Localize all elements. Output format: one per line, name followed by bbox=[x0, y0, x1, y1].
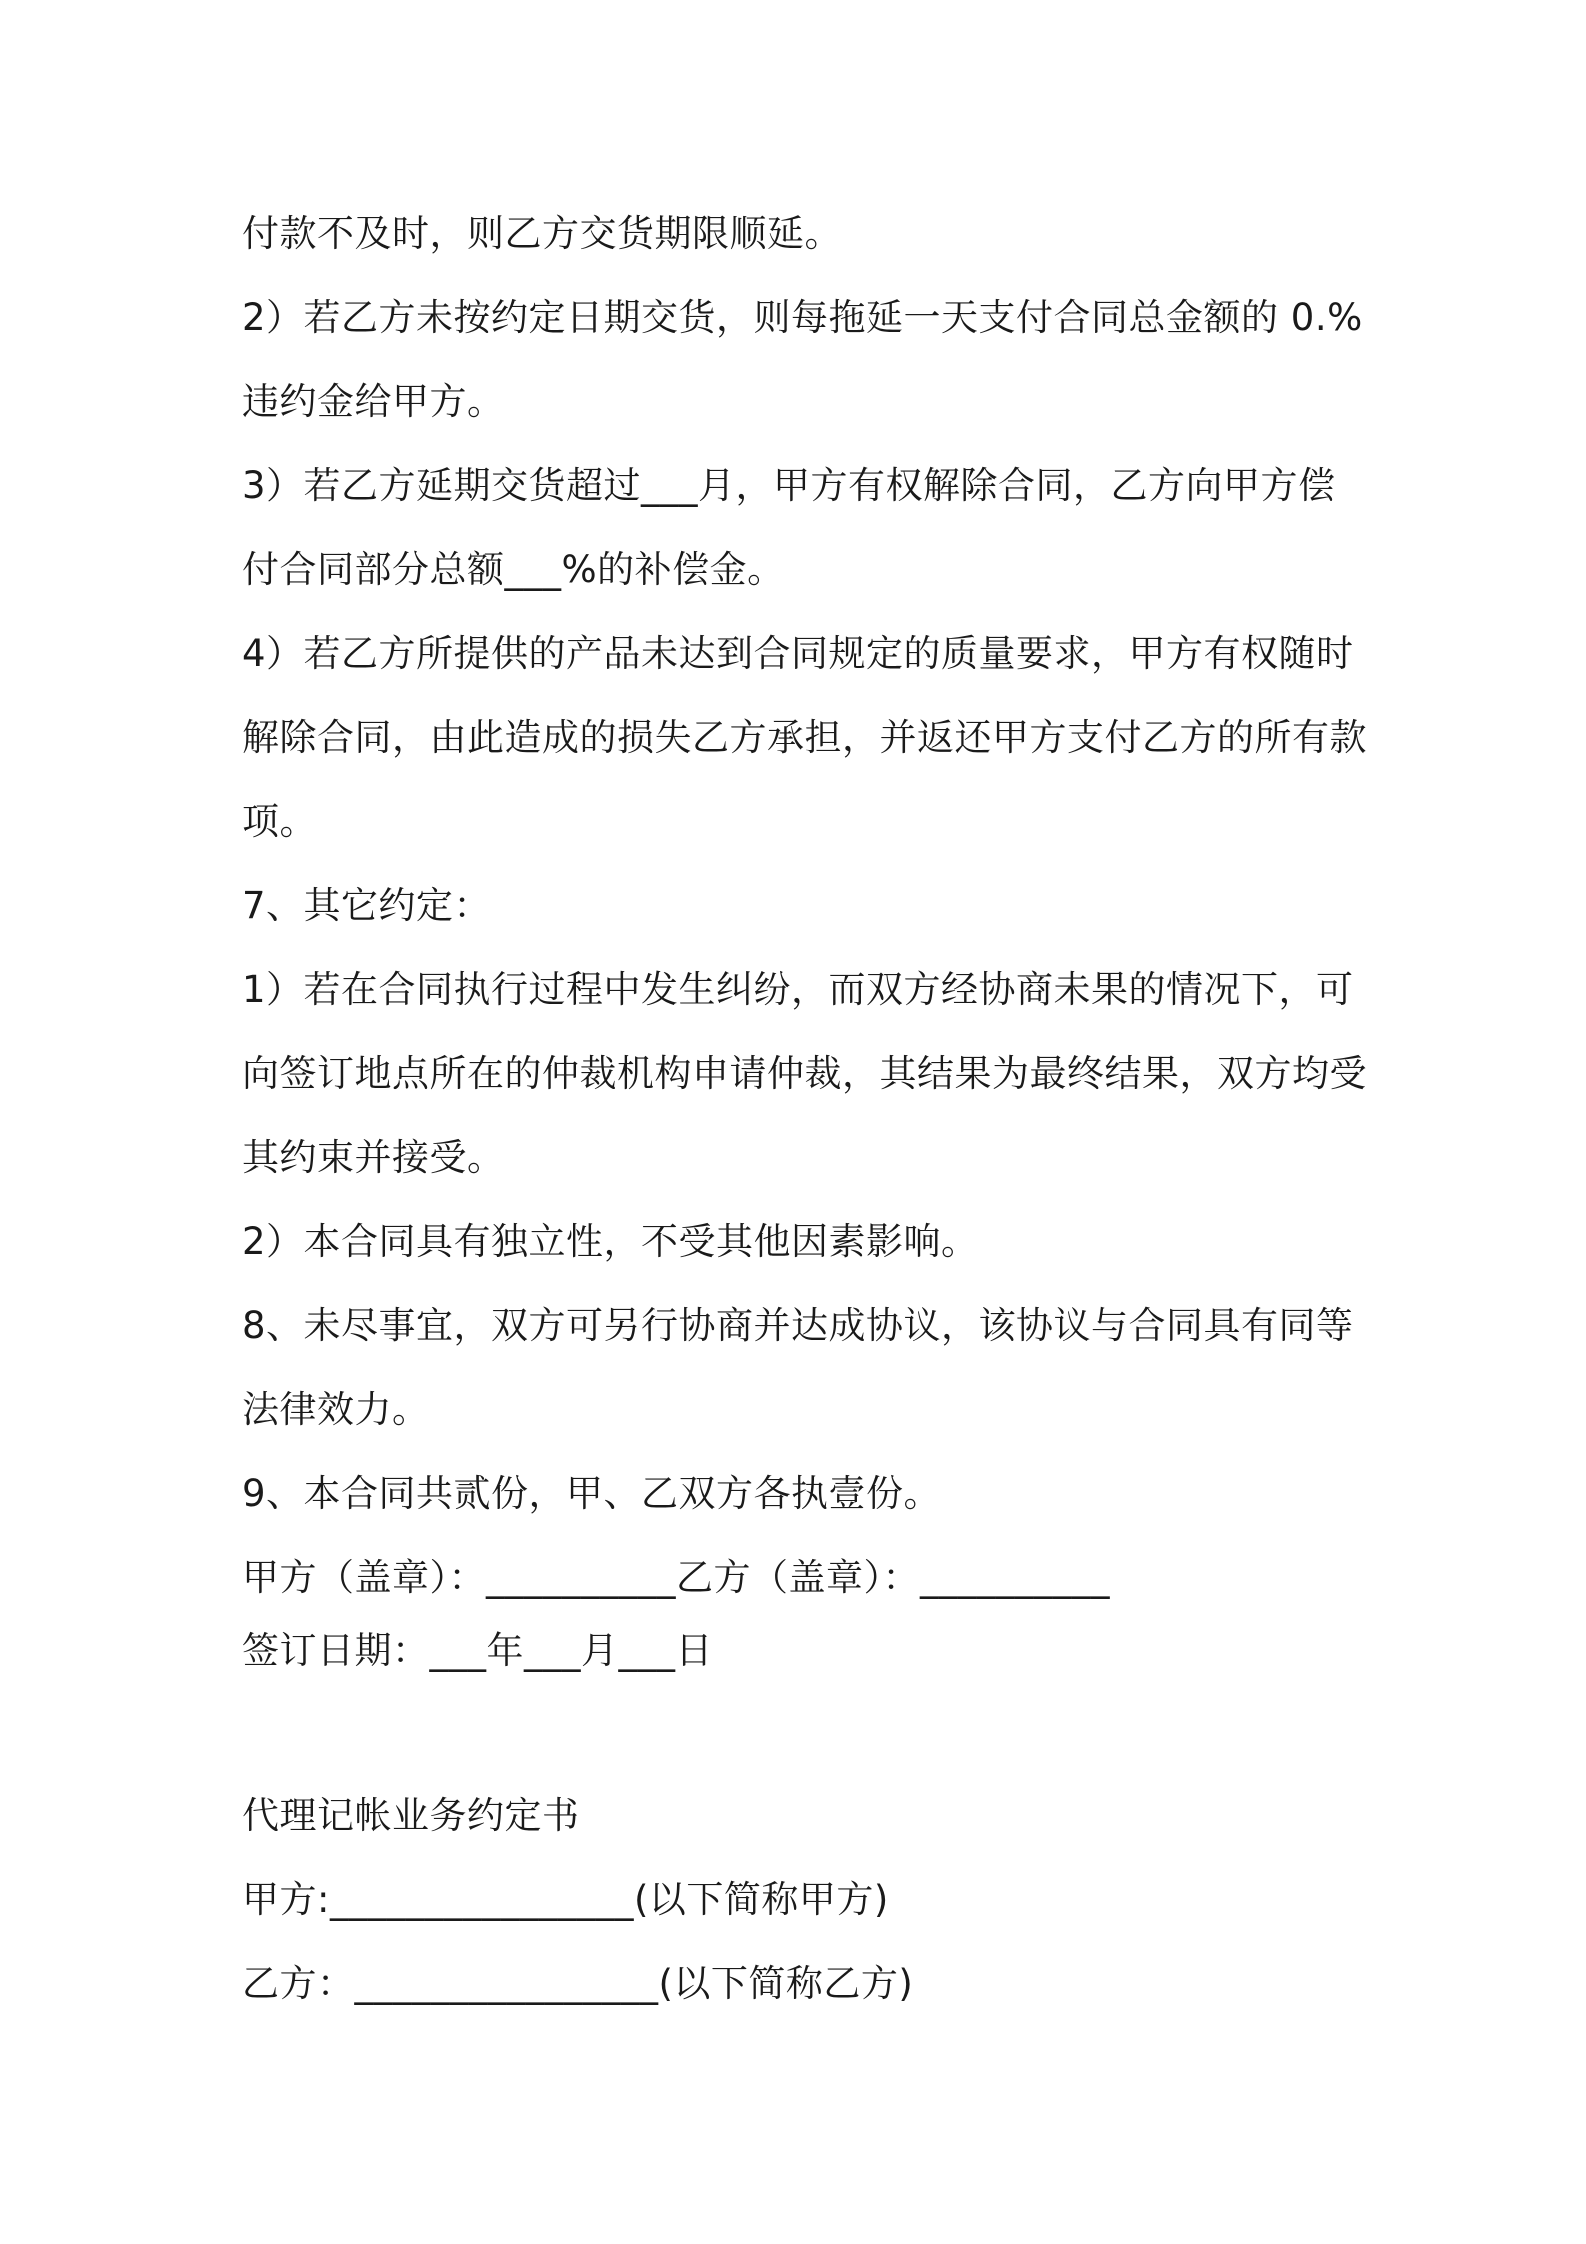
text-line: 4）若乙方所提供的产品未达到合同规定的质量要求，甲方有权随时 bbox=[242, 632, 1354, 675]
text-line: 8、未尽事宜，双方可另行协商并达成协议，该协议与合同具有同等 bbox=[242, 1304, 1354, 1347]
document-body bbox=[242, 192, 1367, 2026]
text-line: 2）本合同具有独立性，不受其他因素影响。 bbox=[242, 1220, 979, 1263]
text-line: 向签订地点所在的仲裁机构申请仲裁，其结果为最终结果，双方均受 bbox=[242, 1052, 1367, 1095]
text-line: 法律效力。 bbox=[242, 1388, 430, 1431]
section-gap bbox=[242, 1682, 1362, 1774]
text-line: 付合同部分总额___%的补偿金。 bbox=[242, 548, 785, 591]
text-line: 1）若在合同执行过程中发生纠纷，而双方经协商未果的情况下，可 bbox=[242, 968, 1354, 1011]
text-line: 违约金给甲方。 bbox=[242, 380, 505, 423]
text-line: 付款不及时，则乙方交货期限顺延。 bbox=[242, 212, 842, 255]
text-line: 3）若乙方延期交货超过___月，甲方有权解除合同，乙方向甲方偿 bbox=[242, 464, 1336, 507]
date-line: 签订日期：___年___月___日 bbox=[242, 1629, 713, 1672]
next-document-title: 代理记帐业务约定书 bbox=[242, 1794, 580, 1837]
text-line: 其约束并接受。 bbox=[242, 1136, 505, 1179]
text-line: 解除合同，由此造成的损失乙方承担，并返还甲方支付乙方的所有款 bbox=[242, 716, 1367, 759]
text-line: 7、其它约定： bbox=[242, 884, 492, 927]
text-line: 2）若乙方未按约定日期交货，则每拖延一天支付合同总金额的 0.% bbox=[242, 296, 1363, 339]
party-b-line: 乙方：________________(以下简称乙方) bbox=[242, 1962, 914, 2005]
text-line: 9、本合同共贰份，甲、乙双方各执壹份。 bbox=[242, 1472, 942, 1515]
text-line: 项。 bbox=[242, 800, 317, 843]
party-a-line: 甲方:________________(以下简称甲方) bbox=[242, 1878, 889, 1921]
signature-line: 甲方（盖章）：__________乙方（盖章）：__________ bbox=[242, 1556, 1110, 1599]
